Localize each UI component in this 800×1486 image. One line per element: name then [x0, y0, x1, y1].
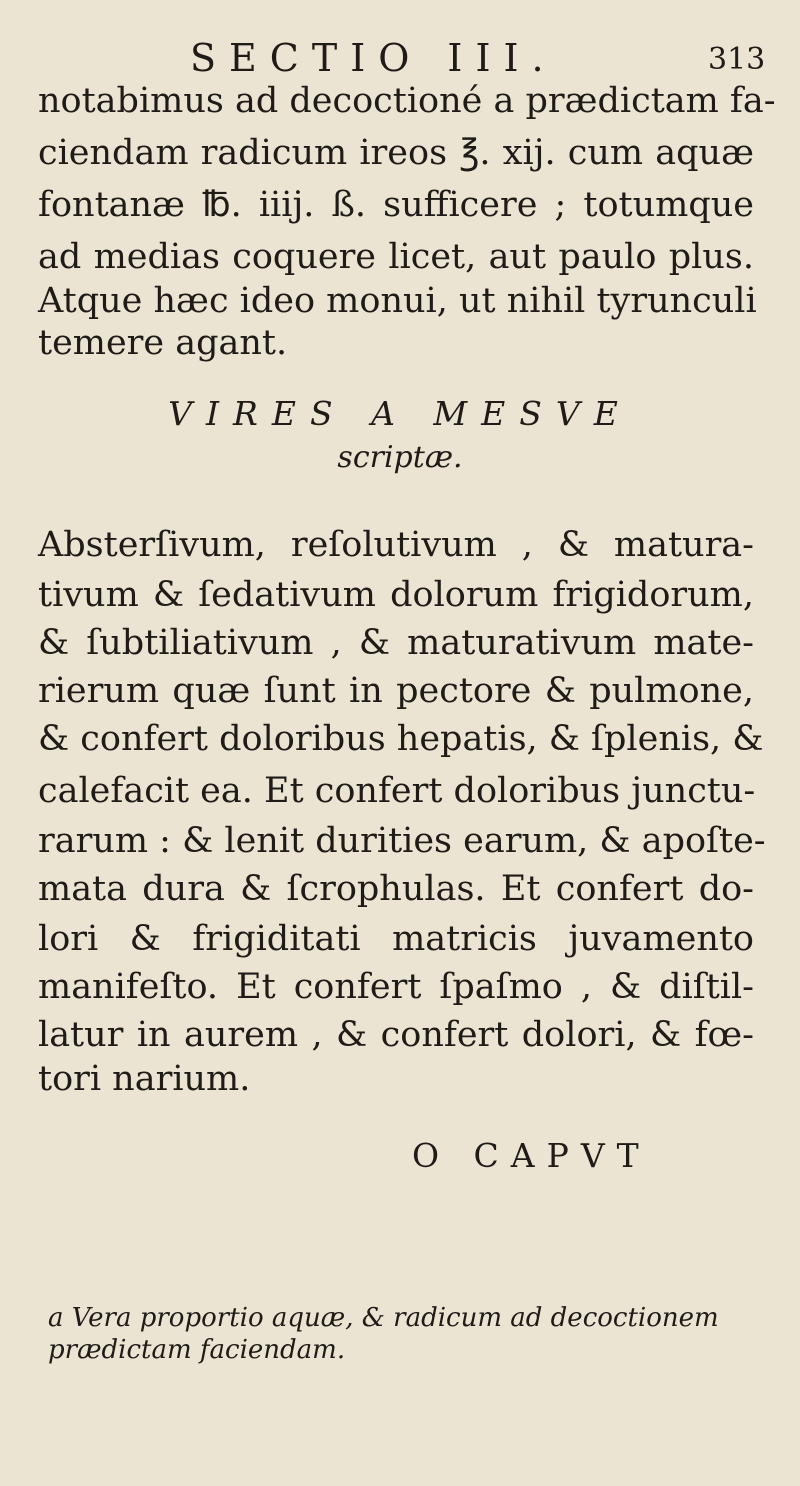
text-line: tivum & ſedativum dolorum frigidorum, [38, 575, 754, 615]
text-line: lori & frigiditati matricis juvamento [38, 919, 754, 959]
text-line: ad medias coquere licet, aut paulo plus. [38, 237, 754, 277]
footnote-line: a Vera proportio aquæ, & radicum ad decoctionem [48, 1303, 719, 1333]
text-line: tori narium. [38, 1059, 251, 1099]
text-line: & confert doloribus hepatis, & ſplenis, & [38, 719, 764, 759]
text-line: rierum quæ ſunt in pectore & pulmone, [38, 671, 754, 711]
text-line: fontanæ ℔. iiij. ß. sufficere ; totumque [38, 185, 754, 225]
footnote-line: prædictam faciendam. [48, 1335, 346, 1365]
text-line: Atque hæc ideo monui, ut nihil tyrunculi [38, 281, 757, 321]
text-line: ciendam radicum ireos ℥. xij. cum aquæ [38, 133, 754, 173]
text-line: manifeſto. Et confert ſpaſmo , & diſtil- [38, 967, 754, 1007]
text-line: rarum : & lenit durities earum, & apoſte- [38, 821, 766, 861]
text-line: & ſubtiliativum , & maturativum mate- [38, 623, 754, 663]
page-header [0, 36, 800, 86]
text-line: calefacit ea. Et confert doloribus junctu- [38, 771, 756, 811]
section-subheading: scriptæ. [337, 440, 463, 475]
catchword: O CAPVT [412, 1136, 651, 1175]
page-number: 313 [708, 42, 766, 77]
text-line: Absterſivum, reſolutivum , & matura- [38, 525, 754, 565]
text-line: notabimus ad decoctioné a prædictam fa- [38, 81, 776, 121]
running-head: SECTIO III. [190, 36, 557, 80]
text-line: temere agant. [38, 323, 288, 363]
section-heading: VIRES A MESVE [168, 394, 632, 433]
text-line: latur in aurem , & confert dolori, & fœ- [38, 1015, 754, 1055]
text-line: mata dura & ſcrophulas. Et confert do- [38, 869, 754, 909]
